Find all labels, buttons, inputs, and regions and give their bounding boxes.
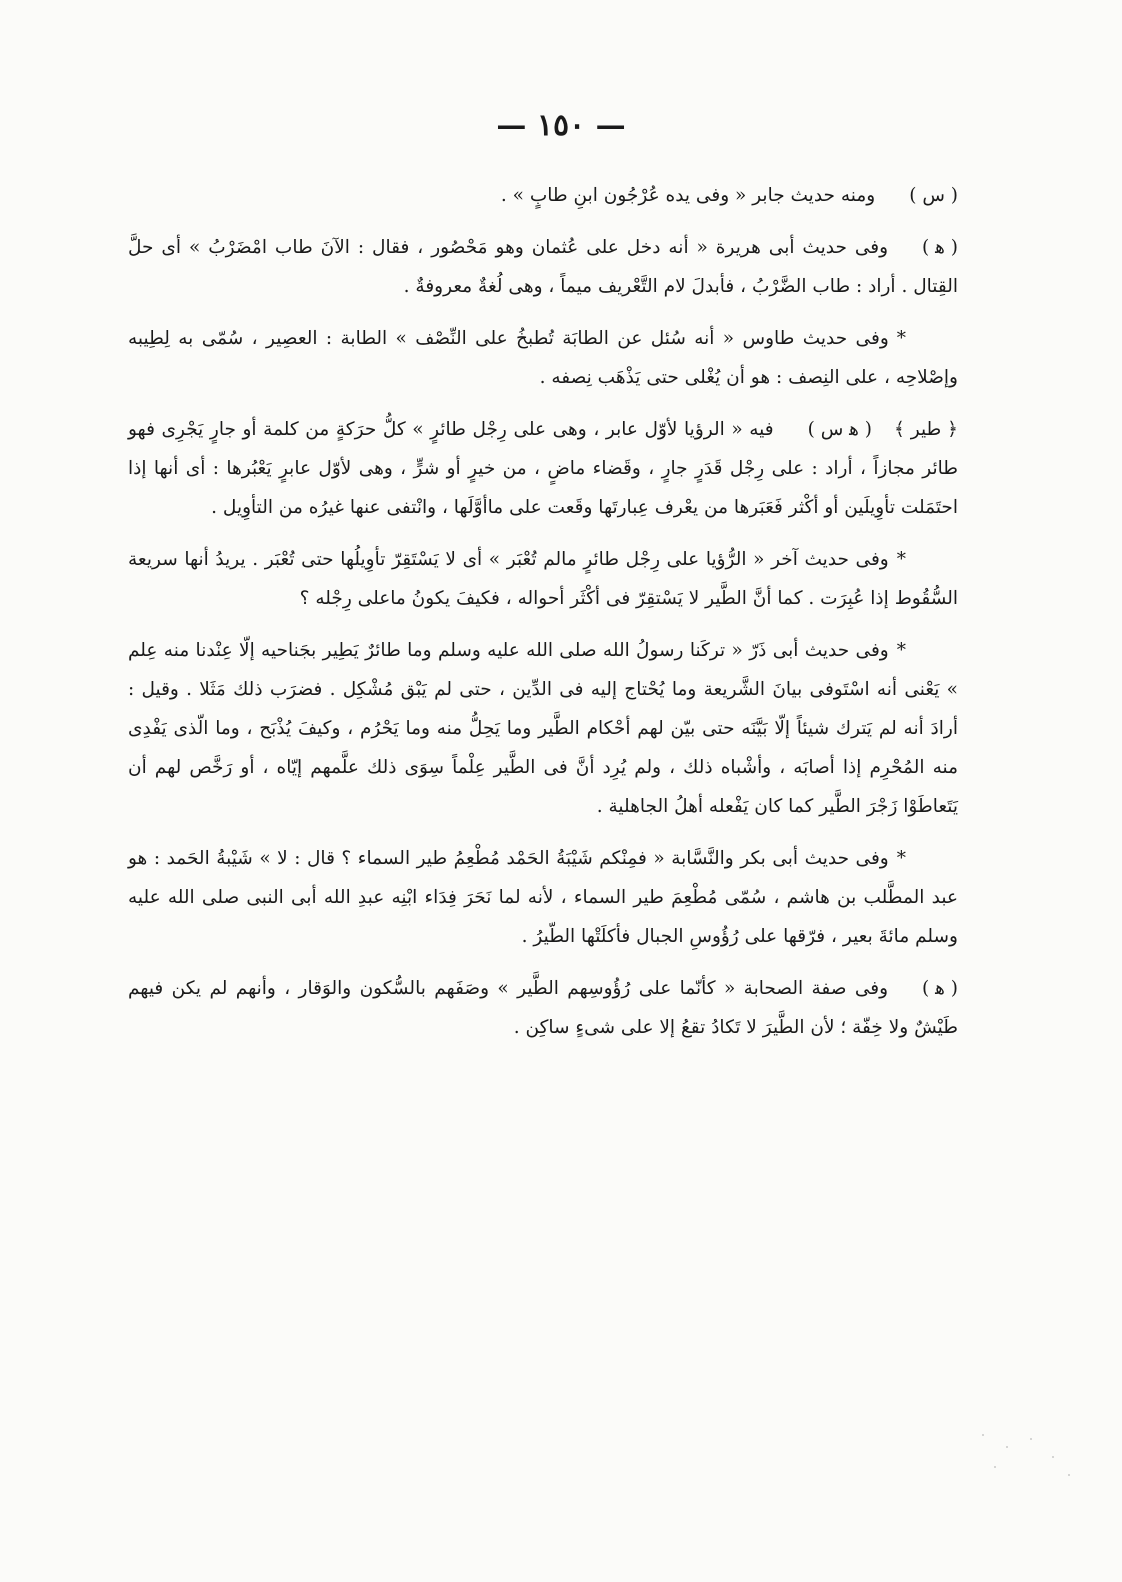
scan-speck (1068, 1474, 1070, 1476)
scan-speck (994, 1466, 996, 1468)
source-marker: ( ﻫ ) (922, 978, 958, 999)
asterisk-marker: * (896, 549, 906, 570)
paragraph-sahaba (128, 969, 958, 1047)
paragraph-text: وفى حديث أبى ذَرّ « تركَنا رسولُ الله صلى الله عليه وسلم وما طائرٌ يَطِير بجَناحيه إلّا عِنْدنا منه عِلم » يَعْنى أنه اسْتَوفى بيانَ الشَّريعة وما يُحْتاج إليه فى الدِّين ، حتى لم يَبْق مُشْكِل . فضرَب ذلك مَثَلا . وقيل : أرادَ أنه لم يَترك شيئاً إلّا بَيَّنَه حتى بيّن لهم أحْكام الطَّير وما يَحِلُّ منه وما يَحْرُم ، وكيفَ يُذْبَح ، وما الّذى يَفْدِى منه المُحْرِم إذا أصابَه ، وأشْباه ذلك ، ولم يُرِد أنَّ فى الطَّير عِلْماً سِوَى ذلك علَّمهم إيّاه ، أو رَخَّص لهم أن يَتَعاطَوْا زَجْرَ الطَّير كما كان يَفْعله أهلُ الجاهلية . (128, 640, 958, 817)
scan-specks (972, 1426, 1092, 1486)
scan-speck (1052, 1456, 1054, 1458)
paragraph-text: وفى حديث طاوس « أنه سُئل عن الطابَة تُطبخُ على النِّصْف » الطابة : العصِير ، سُمّى به لِطِيبه وإصْلاحِه ، على النِصف : هو أن يُغْلى حتى يَذْهَب نِصفه . (128, 328, 958, 388)
paragraph-text: وفى حديث أبى هريرة « أنه دخل على عُثمان وهو مَحْصُور ، فقال : الآنَ طاب امْضَرْبُ » أى حلَّ القِتال . أراد : طاب الضَّرْبُ ، فأبدلَ لام التَّعْريف ميماً ، وهى لُغةٌ معروفةٌ . (128, 237, 958, 297)
asterisk-marker: * (896, 328, 906, 349)
source-marker: ( ﻫ ) (922, 237, 958, 258)
page-number: — ١٥٠ — (496, 108, 626, 143)
page-body (128, 176, 958, 1060)
paragraph-abu-dharr (128, 631, 958, 826)
source-marker: ( س ) (909, 185, 958, 206)
source-marker: ( ﻫ س ) (807, 419, 873, 440)
paragraph-tawus (128, 319, 958, 397)
paragraph-text: وفى حديث أبى بكر والنَّسَّابة « فمِنْكم شَيْبَةُ الحَمْد مُطْعِمُ طير السماء ؟ قال : لا » شَيْبةُ الحَمد : هو عبد المطَّلب بن هاشم ، سُمّى مُطْعِمَ طير السماء ، لأنه لما نَحَرَ فِدَاء ابْنِه عبدِ الله أبى النبى صلى الله عليه وسلم مائةَ بعير ، فرّقها على رُؤُوسِ الجبال فأكلَتْها الطّيرُ . (128, 848, 958, 947)
asterisk-marker: * (896, 640, 906, 661)
paragraph-abu-bakr (128, 839, 958, 956)
asterisk-marker: * (896, 848, 906, 869)
paragraph-text: وفى حديث آخر « الرُّؤيا على رِجْل طائرٍ مالم تُعْبَر » أى لا يَسْتَقِرّ تأوِيلُها حتى تُعْبَر . يريدُ أنها سريعة السُّقُوط إذا عُبِرَت . كما أنَّ الطَّير لا يَسْتقِرّ فى أكْثَر أحواله ، فكيفَ يكونُ ماعلى رِجْله ؟ (128, 549, 958, 609)
entry-heading: ﴿ طير ﴾ (894, 419, 958, 440)
paragraph-jabir (128, 176, 958, 215)
scan-speck (1030, 1438, 1032, 1440)
paragraph-entry-tayr (128, 410, 958, 527)
paragraph-text: ومنه حديث جابر « وفى يده عُرْجُون ابنِ طابٍ » . (500, 185, 876, 206)
paragraph-hadith-akhar (128, 540, 958, 618)
scan-speck (1006, 1446, 1008, 1448)
paragraph-text: فيه « الرؤيا لأوّل عابر ، وهى على رِجْل طائرٍ » كلُّ حرَكةٍ من كلمة أو جارٍ يَجْرِى فهو طائر مجازاً ، أراد : على رِجْل قَدَرٍ جارٍ ، وقَضاء ماضٍ ، من خيرٍ أو شرٍّ ، وهى لأوّل عابرٍ يَعْبُرها : أى أنها إذا احتَمَلت تأوِيلَين أو أكْثر فَعَبَرها من يعْرف عِبارتَها وقَعت على ماأوَّلَها ، وانْتفى عنها غيرُه من التأوِيل . (128, 419, 958, 518)
paragraph-text: وفى صفة الصحابة « كأنّما على رُؤُوسِهم الطَّير » وصَفَهم بالسُّكون والوَقار ، وأنهم لم يكن فيهم طَيْشٌ ولا خِفّة ؛ لأن الطَّيرَ لا تَكادُ تقعُ إلا على شىءٍ ساكِن . (128, 978, 958, 1038)
scan-speck (982, 1434, 984, 1436)
paragraph-abu-hurayra (128, 228, 958, 306)
